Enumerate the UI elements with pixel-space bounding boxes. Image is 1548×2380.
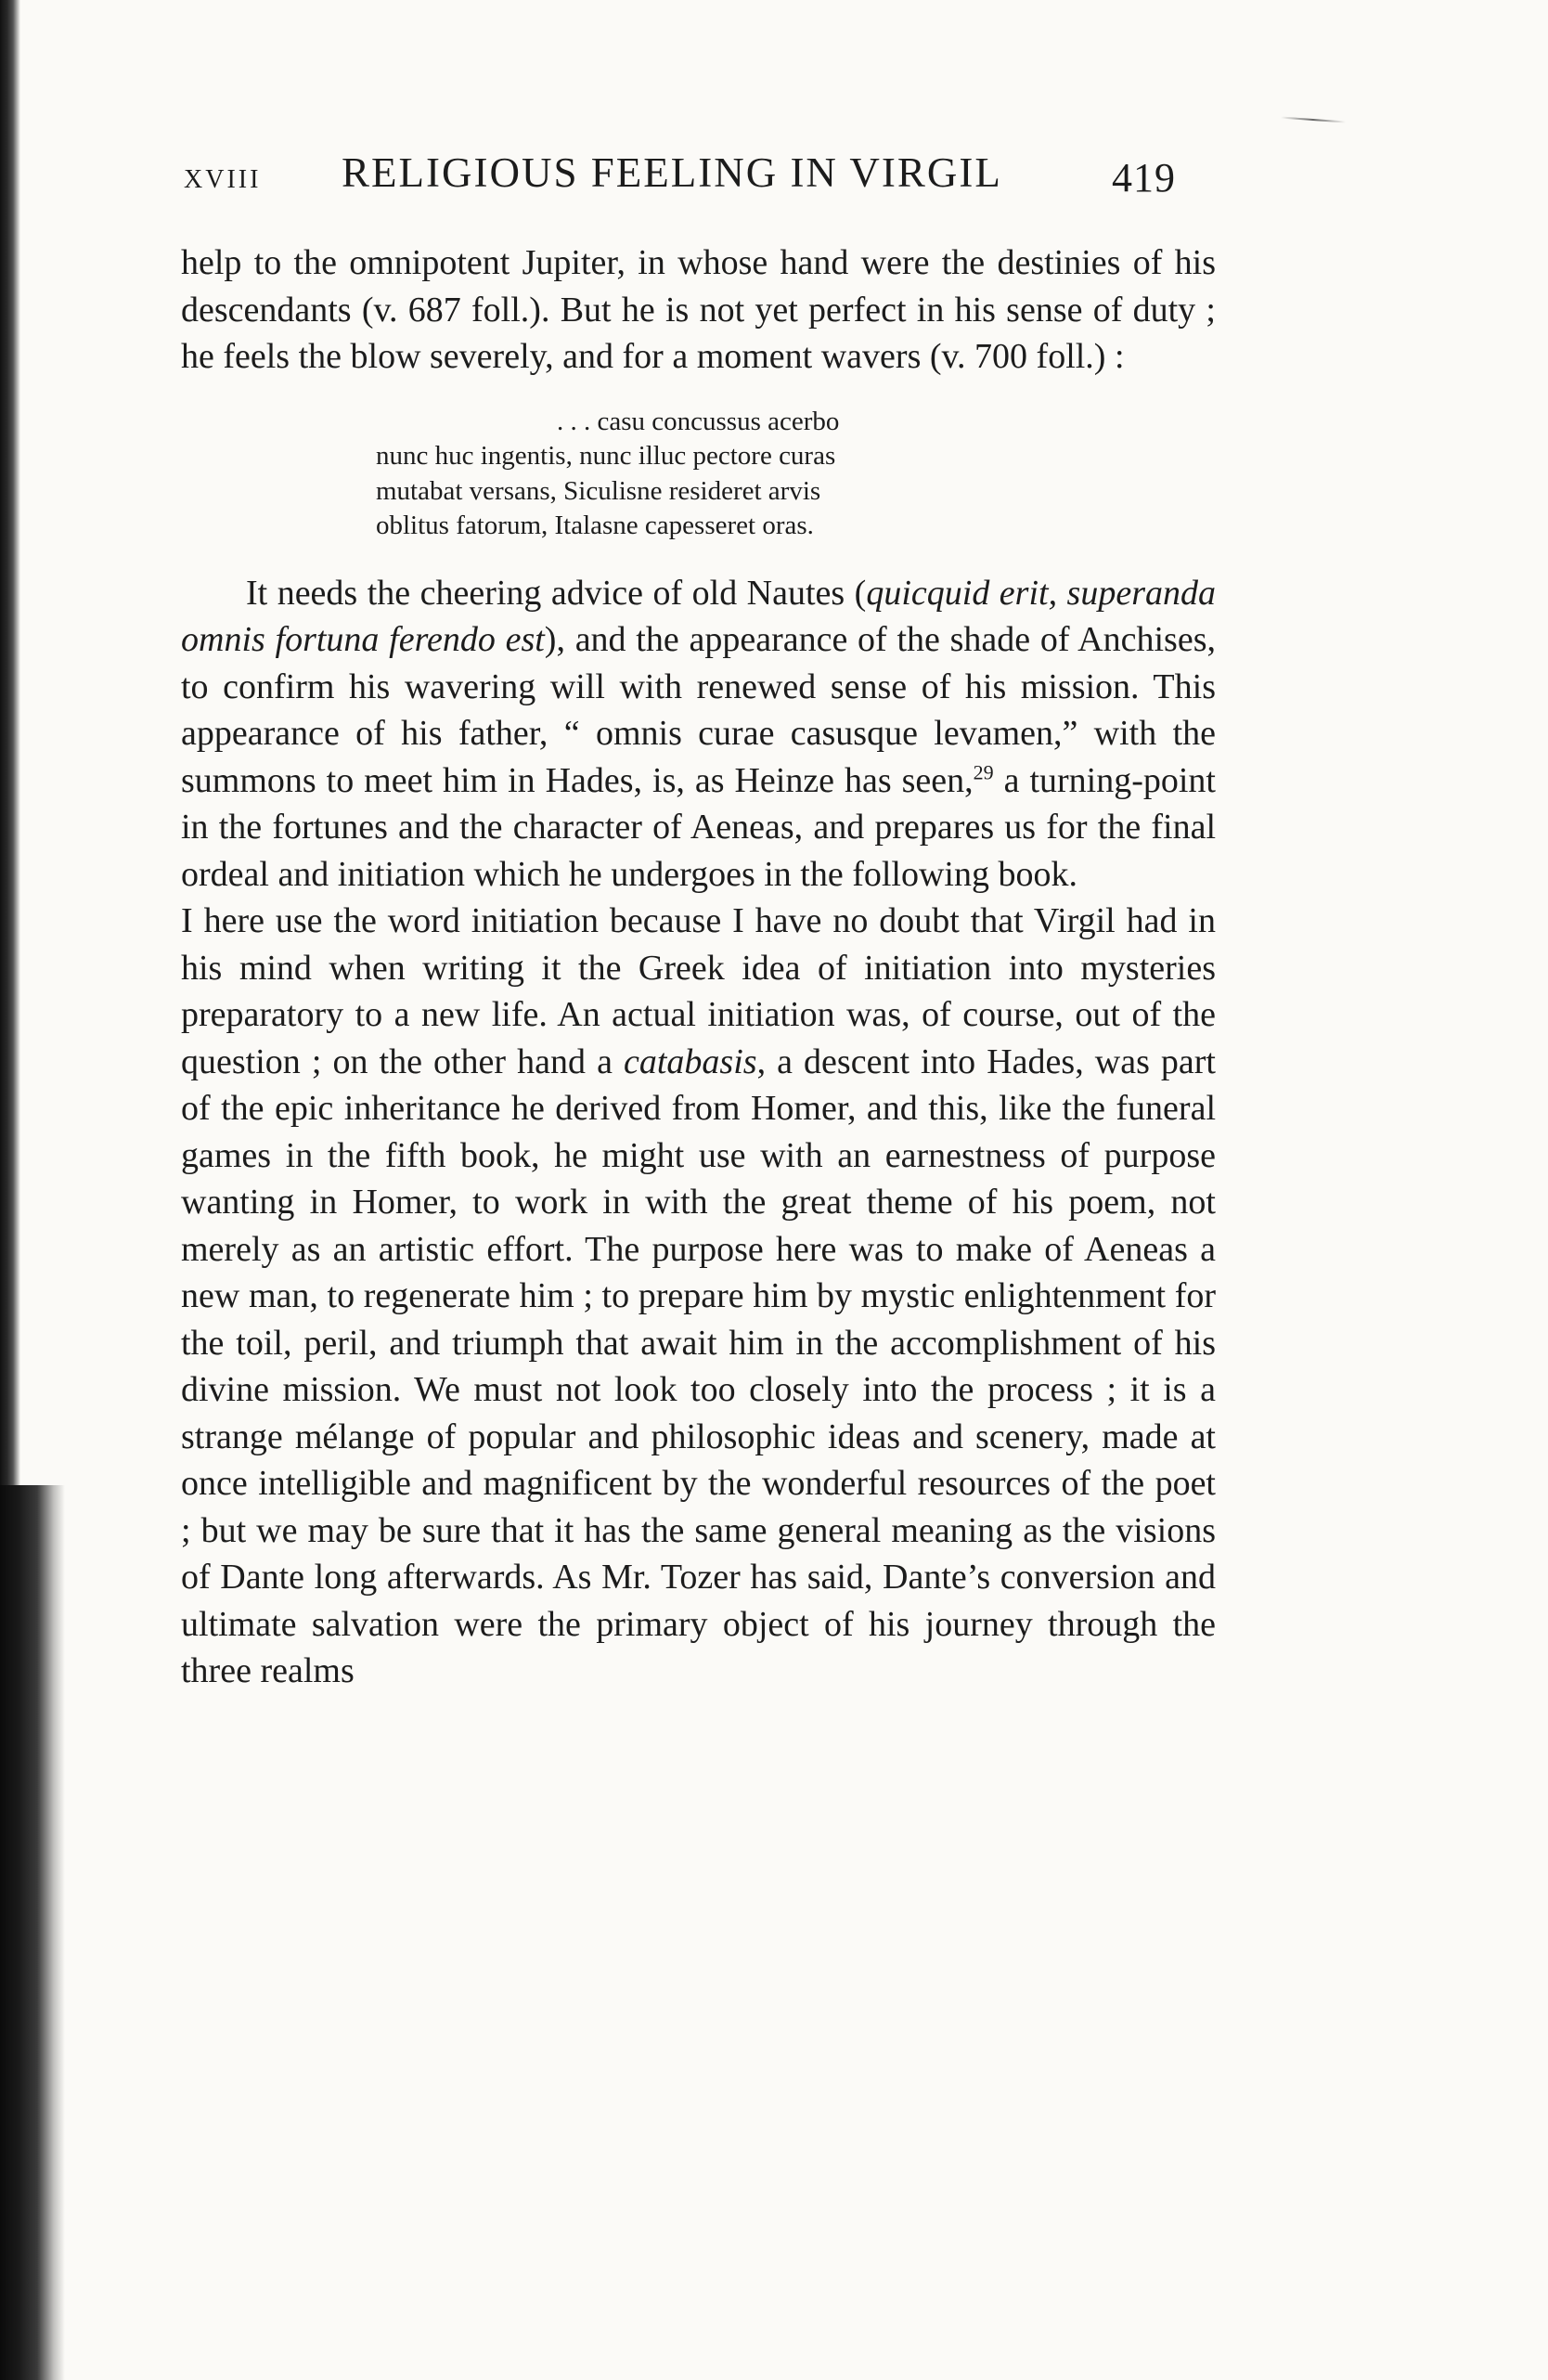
paragraph-initiation <box>181 898 1216 1695</box>
italic-quote: quicquid erit, superanda omnis fortuna ferendo est <box>181 573 1216 659</box>
italic-term: catabasis <box>624 1041 757 1081</box>
paragraph-nautes <box>181 570 1216 899</box>
paragraph-continued: help to the omnipotent Jupiter, in whose hand were the destinies of his descendants (v. 687 foll.). But he is not yet perfect in his sense of duty ; he feels the blow severely, and for a moment wavers (v. 700 foll.) : <box>181 243 1216 376</box>
page-number: 419 <box>1112 155 1176 200</box>
quote-line: nunc huc ingentis, nunc illuc pectore curas <box>376 441 836 471</box>
text-span: It needs the cheering advice of old Nautes ( <box>246 573 867 613</box>
latin-quotation <box>376 405 1216 544</box>
footnote-marker: 29 <box>973 759 994 783</box>
text-span: a turning-point in the fortunes and the character of Aeneas, and prepares us for the final ordeal and initiation which he undergoes in the following book. <box>181 760 1216 894</box>
running-head <box>184 149 1251 204</box>
text-span: ), and the appearance of the shade of Anchises, to confirm his wavering will with renewed sense of his mission. This appearance of his father, “ omnis curae casusque levamen,” with the summons to meet him in Hades, is, as Heinze has seen, <box>181 620 1216 800</box>
running-title: RELIGIOUS FEELING IN VIRGIL <box>342 149 1002 196</box>
text-span: I here use the word initiation because I have no doubt that Virgil had in his mind when writing it the Greek idea of initiation into mysteries preparatory to a new life. An actual initiation was, of course, out of the question ; on the other hand a <box>181 901 1216 1081</box>
chapter-number: XVIII <box>184 165 262 194</box>
quote-line: . . . casu concussus acerbo <box>557 406 840 436</box>
binding-shadow-lower <box>0 1485 65 2380</box>
quote-line: mutabat versans, Siculisne resideret arvis <box>376 475 821 506</box>
page-mark <box>1281 117 1346 123</box>
text-span: , a descent into Hades, was part of the epic inheritance he derived from Homer, and this, like the funeral games in the fifth book, he might use with an earnestness of purpose wanting in Homer, to work in with the great theme of his poem, not merely as an artistic effort. The purpose here was to make of Aeneas a new man, to regenerate him ; to prepare him by mystic enlightenment for the toil, peril, and triumph that await him in the accomplishment of his divine mission. We must not look too closely into the process ; it is a strange mélange of popular and philosophic ideas and scenery, made at once intelligible and magnificent by the wonderful resources of the poet ; but we may be sure that it has the same general meaning as the visions of Dante long afterwards. As Mr. Tozer has said, Dante’s conversion and ultimate salvation were the primary object of his journey through the three realms <box>181 1041 1216 1690</box>
body-text <box>181 239 1216 1695</box>
quote-line: oblitus fatorum, Italasne capesseret oras. <box>376 511 814 540</box>
